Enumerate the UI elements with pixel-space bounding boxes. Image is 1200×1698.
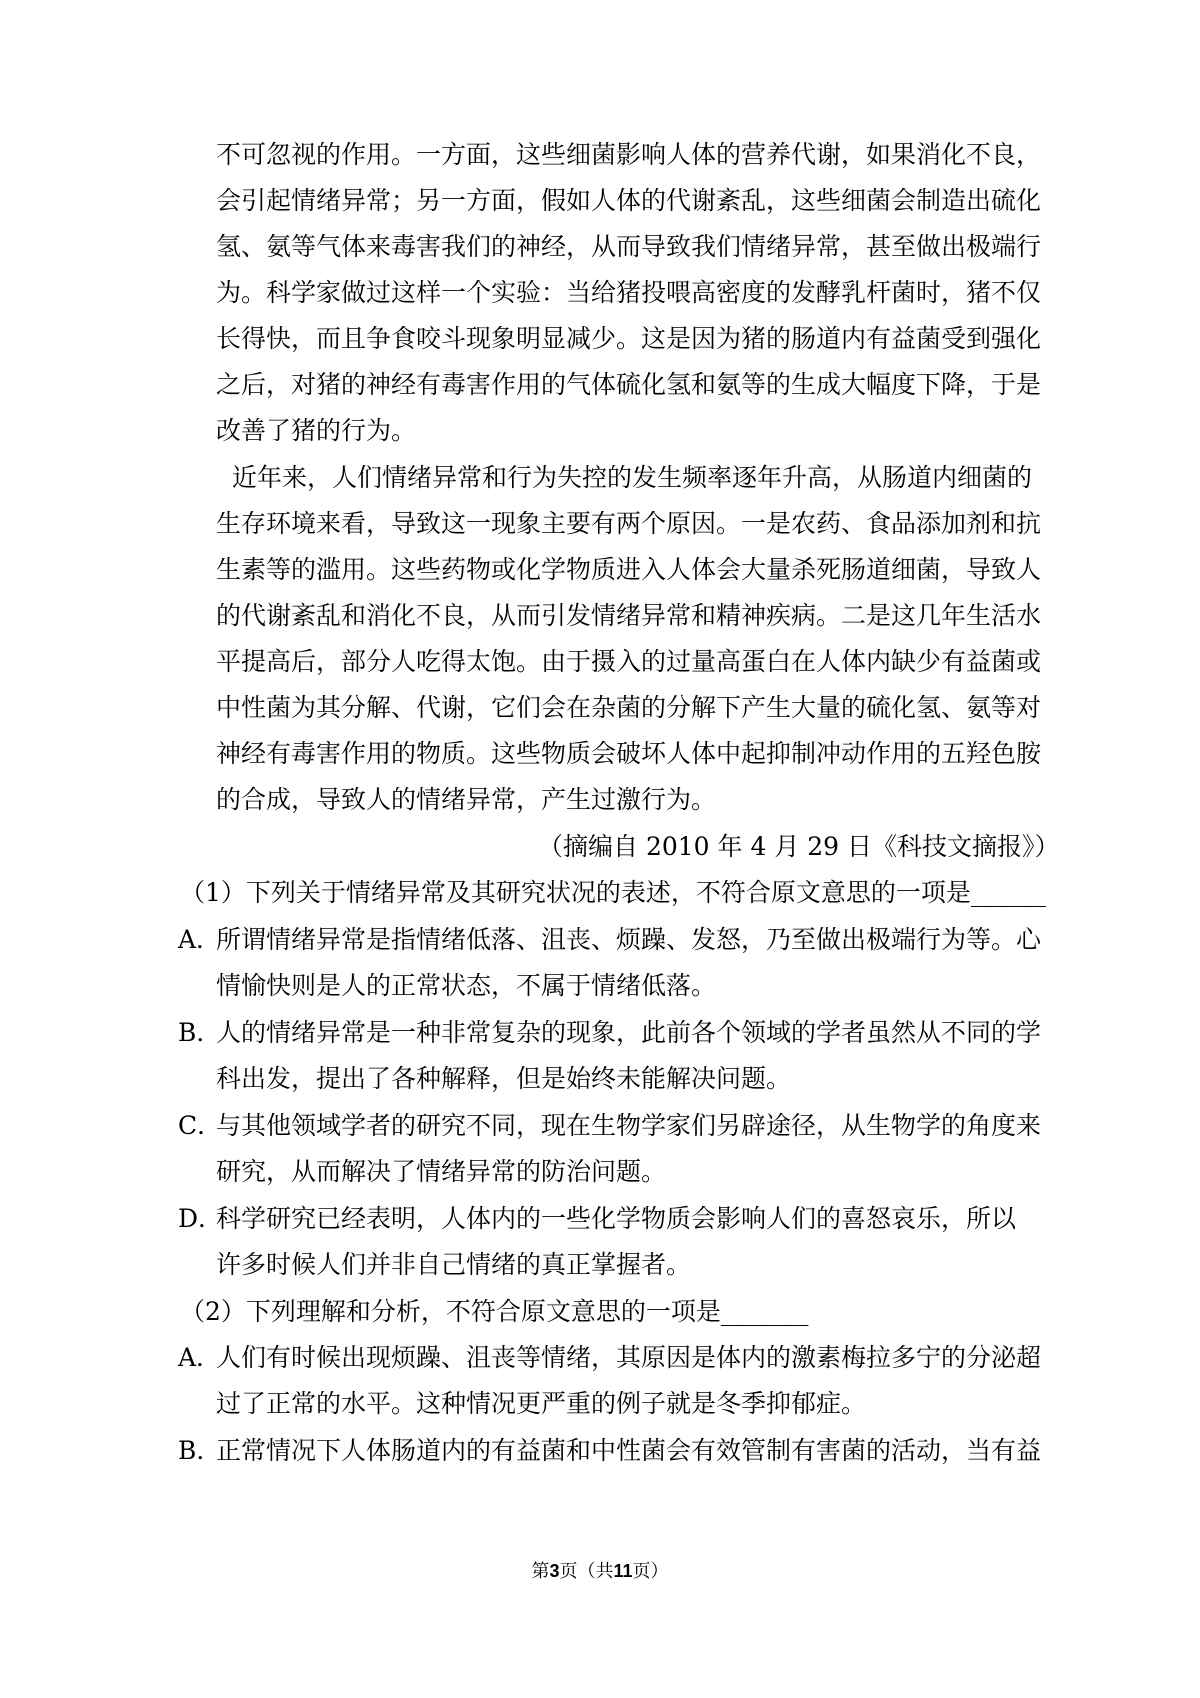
option-text: 研究，从而解决了情绪异常的防治问题。 xyxy=(216,1157,667,1186)
footer-page-number: 3 xyxy=(549,1561,560,1581)
question-2-stem: （2）下列理解和分析，不符合原文意思的一项是_______ xyxy=(180,1297,809,1326)
footer-total-pages: 11 xyxy=(613,1561,633,1581)
paragraph-1-line: 为。科学家做过这样一个实验：当给猪投喂高密度的发酵乳杆菌时，猪不仅 xyxy=(216,278,1042,307)
option-text: 情愉快则是人的正常状态，不属于情绪低落。 xyxy=(216,971,717,1000)
option-text: 与其他领域学者的研究不同，现在生物学家们另辟途径，从生物学的角度来 xyxy=(216,1111,1042,1140)
footer-suffix: 页） xyxy=(632,1561,669,1582)
paragraph-2-line: 的代谢紊乱和消化不良，从而引发情绪异常和精神疾病。二是这几年生活水 xyxy=(216,601,1042,630)
paragraph-1-line: 氢、氨等气体来毒害我们的神经，从而导致我们情绪异常，甚至做出极端行 xyxy=(216,232,1042,261)
option-letter: B． xyxy=(178,1018,222,1047)
option-text: 人们有时候出现烦躁、沮丧等情绪，其原因是体内的激素梅拉多宁的分泌超 xyxy=(216,1343,1042,1372)
paragraph-1-line: 长得快，而且争食咬斗现象明显减少。这是因为猪的肠道内有益菌受到强化 xyxy=(216,324,1042,353)
option-text: 过了正常的水平。这种情况更严重的例子就是冬季抑郁症。 xyxy=(216,1389,867,1418)
option-text: 人的情绪异常是一种非常复杂的现象，此前各个领域的学者虽然从不同的学 xyxy=(216,1018,1042,1047)
paragraph-2-line: 的合成，导致人的情绪异常，产生过激行为。 xyxy=(216,785,717,814)
option-letter: C． xyxy=(178,1111,223,1140)
paragraph-2-line: 神经有毒害作用的物质。这些物质会破坏人体中起抑制冲动作用的五羟色胺 xyxy=(216,739,1042,768)
paragraph-1-line: 会引起情绪异常；另一方面，假如人体的代谢紊乱，这些细菌会制造出硫化 xyxy=(216,186,1042,215)
option-text: 正常情况下人体肠道内的有益菌和中性菌会有效管制有害菌的活动，当有益 xyxy=(216,1436,1042,1465)
option-text: 科出发，提出了各种解释，但是始终未能解决问题。 xyxy=(216,1064,792,1093)
page-footer xyxy=(0,1560,1200,1583)
paragraph-1-line: 不可忽视的作用。一方面，这些细菌影响人体的营养代谢，如果消化不良， xyxy=(216,140,1042,169)
option-text: 所谓情绪异常是指情绪低落、沮丧、烦躁、发怒，乃至做出极端行为等。心 xyxy=(216,925,1042,954)
source-citation: （摘编自 2010 年 4 月 29 日《科技文摘报》） xyxy=(538,832,1060,861)
option-letter: B． xyxy=(178,1436,222,1465)
option-letter: A． xyxy=(178,1343,222,1372)
paragraph-2-line: 生存环境来看，导致这一现象主要有两个原因。一是农药、食品添加剂和抗 xyxy=(216,509,1042,538)
option-letter: A． xyxy=(178,925,222,954)
paragraph-2-line: 近年来，人们情绪异常和行为失控的发生频率逐年升高，从肠道内细菌的 xyxy=(232,463,1033,492)
paragraph-2-line: 生素等的滥用。这些药物或化学物质进入人体会大量杀死肠道细菌，导致人 xyxy=(216,555,1042,584)
option-text: 许多时候人们并非自己情绪的真正掌握者。 xyxy=(216,1250,692,1279)
paragraph-1-line: 之后，对猪的神经有毒害作用的气体硫化氢和氨等的生成大幅度下降，于是 xyxy=(216,370,1042,399)
footer-middle: 页（共 xyxy=(559,1561,614,1582)
footer-prefix: 第 xyxy=(531,1561,550,1582)
paragraph-2-line: 平提高后，部分人吃得太饱。由于摄入的过量高蛋白在人体内缺少有益菌或 xyxy=(216,647,1042,676)
paragraph-2-line: 中性菌为其分解、代谢，它们会在杂菌的分解下产生大量的硫化氢、氨等对 xyxy=(216,693,1042,722)
option-text: 科学研究已经表明，人体内的一些化学物质会影响人们的喜怒哀乐，所以 xyxy=(216,1204,1017,1233)
paragraph-1-line: 改善了猪的行为。 xyxy=(216,416,417,445)
question-1-stem: （1）下列关于情绪异常及其研究状况的表述，不符合原文意思的一项是______ xyxy=(180,878,1046,907)
option-letter: D． xyxy=(178,1204,224,1233)
